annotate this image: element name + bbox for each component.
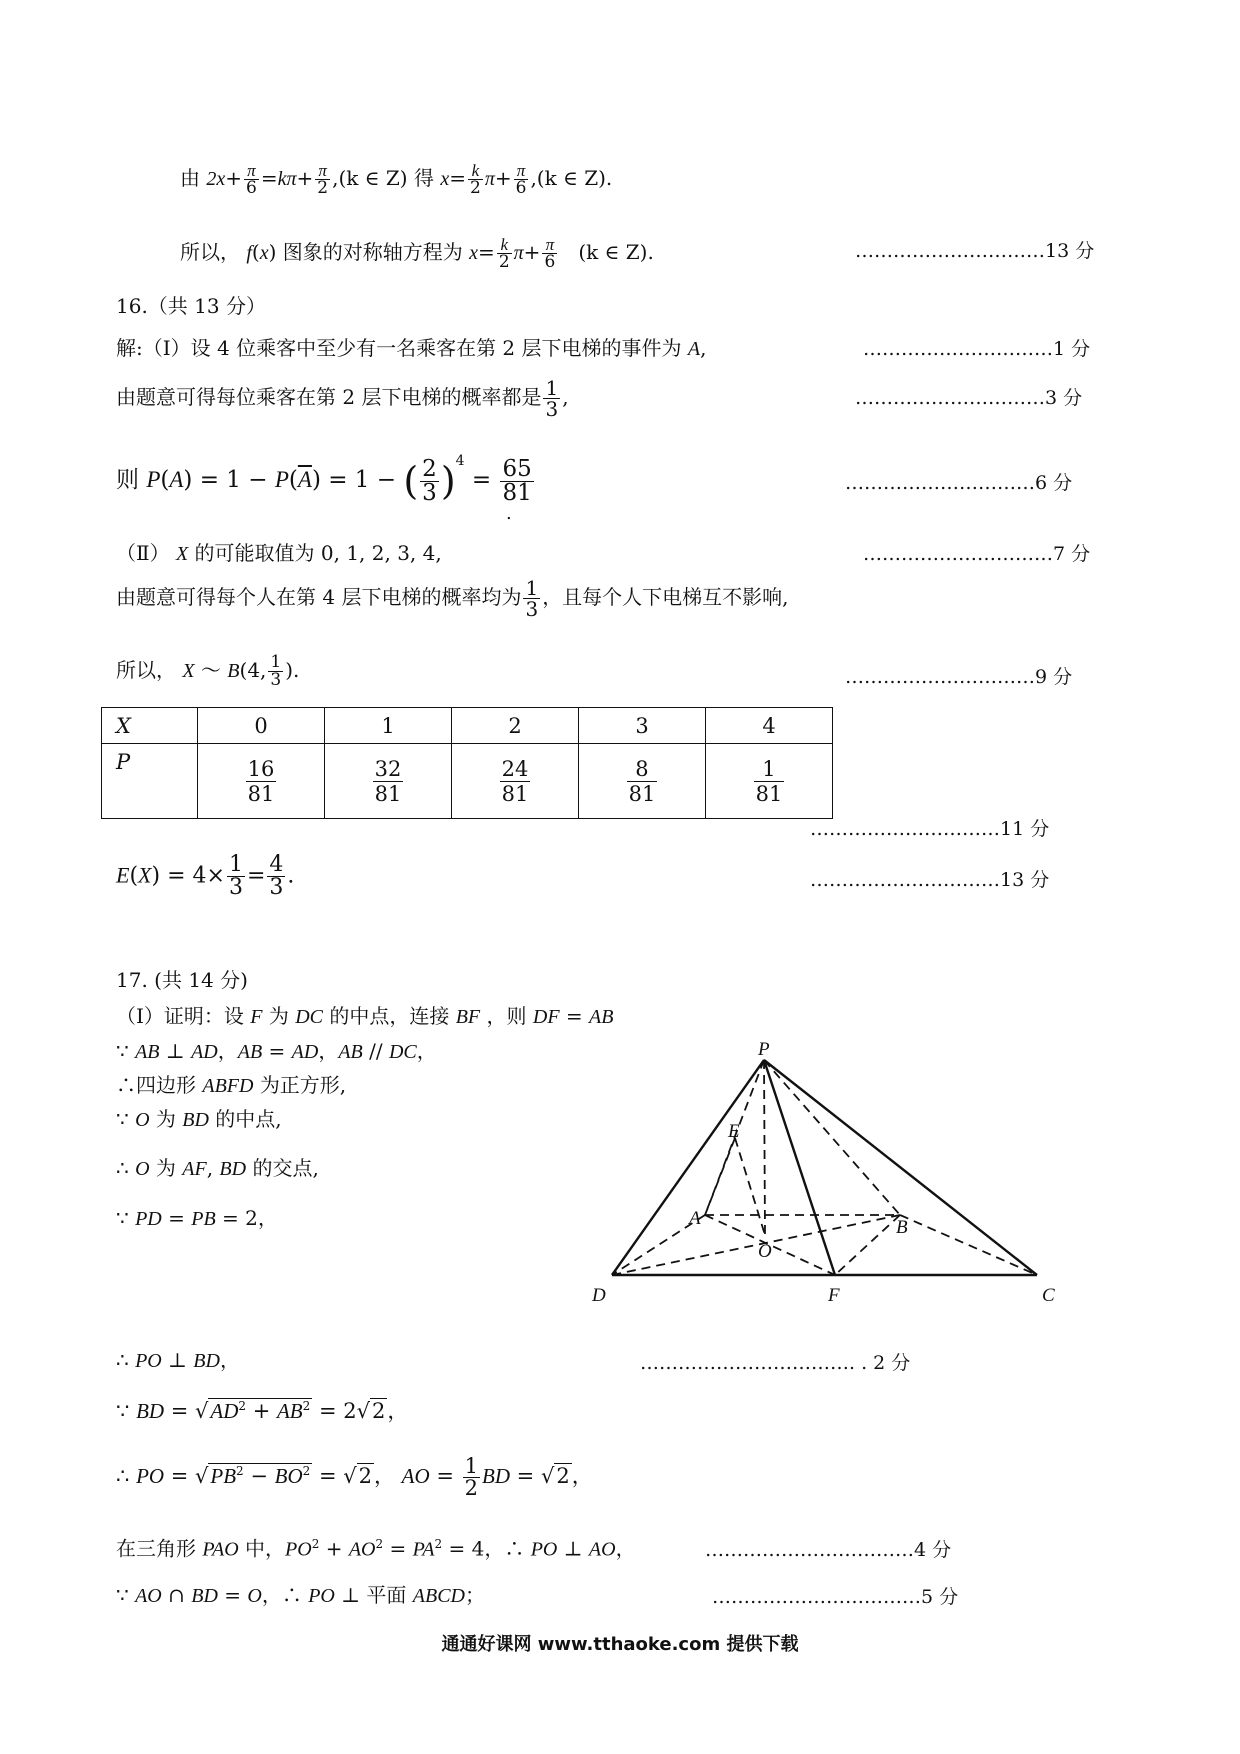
s15-line1: 由 2x+ $\frac{\pi}{6}$ =kπ+ $\frac{\pi}{2}$ ,(k ∈ Z) 得 x= $\frac{k}{2}$ π+ $\frac{\pi}{6}$ ,(k ∈ Z). xyxy=(180,161,613,198)
label-D: D xyxy=(592,1285,606,1306)
s16-score-3: …………………………3 分 xyxy=(855,387,1083,409)
s15-score: …………………………13 分 xyxy=(855,240,1095,262)
s16-title: 16.（共 13 分） xyxy=(116,294,266,318)
s16-score-1: …………………………1 分 xyxy=(863,338,1091,360)
s17-line6: ∵ PD = PB = 2， xyxy=(116,1206,278,1230)
s16-line6: 所以， X ～ B(4, $\frac{1}{3}$ ). xyxy=(116,652,300,690)
s17-title: 17. (共 14 分) xyxy=(116,968,248,992)
table-cell: $\frac{8}{81}$ xyxy=(579,744,706,819)
s16-line5: 由题意可得每个人在第 4 层下电梯的概率均为 $\frac{1}{3}$ ，且每个人下电梯互不影响, xyxy=(116,576,789,621)
s17-score-4: ……………………………4 分 xyxy=(705,1539,952,1561)
s17-line7: ∴ PO ⊥ BD， xyxy=(116,1348,240,1372)
s17-line9: ∴ PO = $√PB^2 - BO^2 = √2$， AO = $\frac{1}{2}$ BD = √2， xyxy=(116,1454,593,1500)
s16-score-7: …………………………7 分 xyxy=(863,543,1091,565)
label-O: O xyxy=(758,1241,772,1262)
s17-line1: （Ⅰ）证明：设 F 为 DC 的中点，连接 BF ，则 DF = AB xyxy=(116,1004,614,1028)
s15-line2: 所以， f(x) 图象的对称轴方程为 x= $\frac{k}{2}$ π+ $\frac{\pi}{6}$ (k ∈ Z). xyxy=(180,235,654,272)
table-cell: 0 xyxy=(198,708,325,744)
s16-score-9: …………………………9 分 xyxy=(845,666,1073,688)
s16-score-11: …………………………11 分 xyxy=(810,818,1050,840)
s16-line4: （Ⅱ） X 的可能取值为 0, 1, 2, 3, 4, xyxy=(116,541,442,565)
s17-line3: ∴四边形 ABFD 为正方形, xyxy=(116,1073,347,1097)
table-cell: 4 xyxy=(706,708,833,744)
s17-line8: ∵ BD = $√AD^2 + AB^2 = 2√2$， xyxy=(116,1399,409,1423)
s16-score-6: …………………………6 分 xyxy=(845,472,1073,494)
table-cell: 2 xyxy=(452,708,579,744)
stray-dot: . xyxy=(506,503,512,524)
table-row-probabilities xyxy=(102,744,833,819)
table-cell: $\frac{32}{81}$ xyxy=(325,744,452,819)
s17-line2: ∵ AB ⊥ AD，AB = AD，AB // DC， xyxy=(116,1039,437,1063)
s16-line1: 解:（Ⅰ）设 4 位乘客中至少有一名乘客在第 2 层下电梯的事件为 A, xyxy=(116,336,707,360)
table-cell: 3 xyxy=(579,708,706,744)
s16-expectation: E(X) = 4× $\frac{1}{3}$ = $\frac{4}{3}$ . xyxy=(116,852,295,900)
label-P: P xyxy=(758,1039,770,1060)
table-cell: 1 xyxy=(325,708,452,744)
label-B: B xyxy=(896,1217,908,1238)
table-cell: $\frac{24}{81}$ xyxy=(452,744,579,819)
s16-score-13: …………………………13 分 xyxy=(810,869,1050,891)
label-A: A xyxy=(689,1208,701,1229)
s16-line2: 由题意可得每位乘客在第 2 层下电梯的概率都是 $\frac{1}{3}$ , xyxy=(116,376,569,421)
s17-line10: 在三角形 PAO 中，$PO^2 + AO^2 = PA^2 = 4$，∴ PO ⊥ AO， xyxy=(116,1536,636,1561)
s17-score-2: ……………………………. . 2 分 xyxy=(640,1352,911,1374)
table-cell: X xyxy=(102,708,198,744)
distribution-table xyxy=(101,707,833,819)
pyramid-figure xyxy=(580,1035,1060,1335)
label-E: E xyxy=(728,1121,740,1142)
table-row-header xyxy=(102,708,833,744)
s16-line3: 则 $P(A) = 1 - P(\overline{A}) = 1$ − ( $\frac{2}{3}$ )$^4$ = $\frac{65}{81}$ xyxy=(116,453,532,506)
label-F: F xyxy=(828,1285,840,1306)
s17-line5: ∴ O 为 AF, BD 的交点, xyxy=(116,1156,319,1180)
s17-score-5: ……………………………5 分 xyxy=(712,1586,959,1608)
table-cell: $\frac{1}{81}$ xyxy=(706,744,833,819)
s17-line4: ∵ O 为 BD 的中点, xyxy=(116,1107,282,1131)
s17-line11: ∵ AO ∩ BD = O，∴ PO ⊥ 平面 ABCD； xyxy=(116,1583,485,1607)
table-cell: $\frac{16}{81}$ xyxy=(198,744,325,819)
footer-watermark: 通通好课网 www.tthaoke.com 提供下载 xyxy=(441,1634,799,1655)
label-C: C xyxy=(1042,1285,1055,1306)
table-cell: P xyxy=(102,744,198,819)
